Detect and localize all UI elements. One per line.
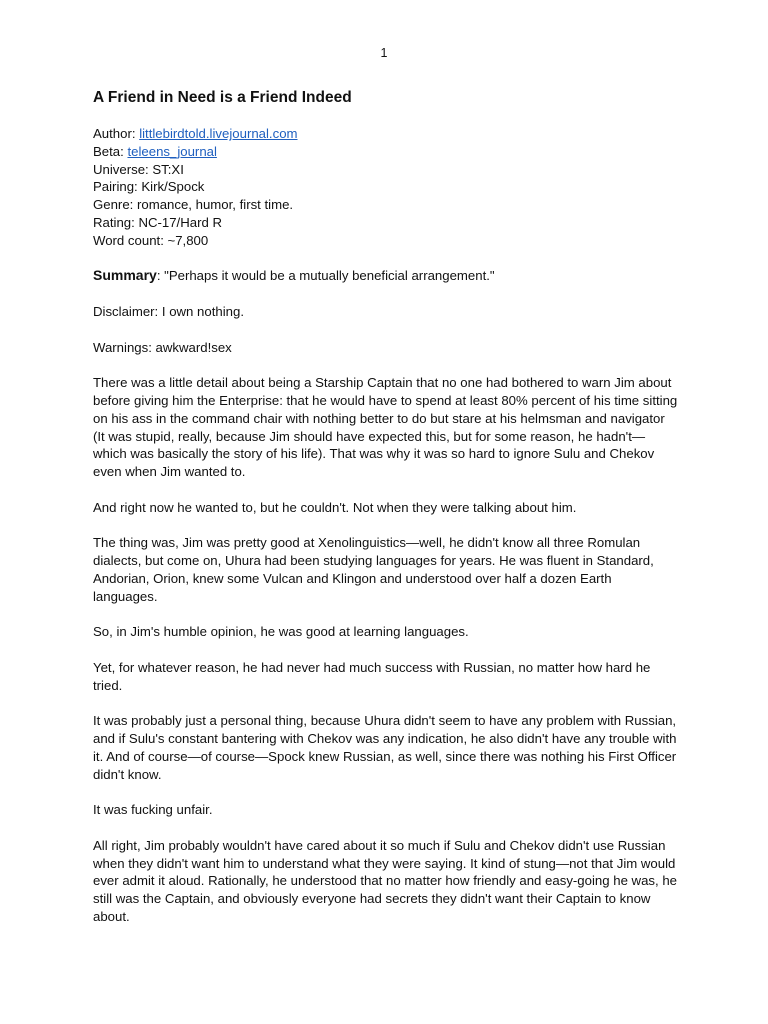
author-label: Author:: [93, 126, 140, 141]
disclaimer-line: Disclaimer: I own nothing.: [93, 303, 244, 319]
summary-label: Summary: [93, 267, 157, 284]
beta-line: [93, 143, 678, 161]
pairing-line: Pairing: Kirk/Spock: [93, 179, 205, 195]
beta-label: Beta:: [93, 143, 128, 159]
story-paragraph: And right now he wanted to, but he couldn't. Not when they were talking about him.: [93, 499, 577, 515]
story-title: A Friend in Need is a Friend Indeed: [93, 89, 352, 106]
author-link[interactable]: littlebirdtold.livejournal.com: [139, 126, 298, 141]
story-paragraph: It was probably just a personal thing, because Uhura didn't seem to have any problem with Russian, and if Sulu's constant bantering with Chekov was any indication, he also didn't have any trouble with it. And of course—of course—Spock knew Russian, as well, since there was nothing his First Officer didn't know.: [93, 713, 677, 782]
genre-line: Genre: romance, humor, first time.: [93, 197, 294, 213]
universe-line: Universe: ST:XI: [93, 161, 184, 177]
story-paragraph: It was fucking unfair.: [93, 802, 213, 818]
word-count-line: Word count: ~7,800: [93, 232, 209, 248]
author-line: [93, 125, 678, 143]
summary-line: [93, 267, 678, 285]
rating-line: Rating: NC-17/Hard R: [93, 214, 222, 230]
story-paragraph: Yet, for whatever reason, he had never had much success with Russian, no matter how hard he tried.: [93, 659, 651, 693]
summary-text: : "Perhaps it would be a mutually beneficial arrangement.": [156, 268, 495, 284]
page-number: 1: [380, 46, 388, 60]
warnings-line: Warnings: awkward!sex: [93, 339, 232, 355]
story-paragraph: There was a little detail about being a Starship Captain that no one had bothered to warn Jim about before giving him the Enterprise: that he would have to spend at least 80% percent of his time sitting on his ass in the command chair with nothing better to do but stare at his helmsman and navigator (It was stupid, really, because Jim should have expected this, but for some reason, he hadn't—which was basically the story of his life). That was why it was so hard to ignore Sulu and Chekov even when Jim wanted to.: [93, 375, 678, 480]
beta-link[interactable]: teleens_journal: [127, 143, 217, 159]
story-paragraph: The thing was, Jim was pretty good at Xenolinguistics—well, he didn't know all three Romulan dialects, but come on, Uhura had been studying languages for years. He was fluent in Standard, Andorian, Orion, knew some Vulcan and Klingon and understood over half a dozen Earth languages.: [93, 535, 654, 604]
document-body: [93, 88, 678, 944]
story-paragraph: So, in Jim's humble opinion, he was good at learning languages.: [93, 624, 469, 640]
story-paragraph: All right, Jim probably wouldn't have cared about it so much if Sulu and Chekov didn't use Russian when they didn't want him to understand what they were saying. It kind of stung—not that Jim would ever admit it aloud. Rationally, he understood that no matter how friendly and easy-going he was, he still was the Captain, and obviously everyone had secrets they didn't want their Captain to know about.: [93, 837, 678, 925]
story-metadata: [93, 125, 678, 250]
